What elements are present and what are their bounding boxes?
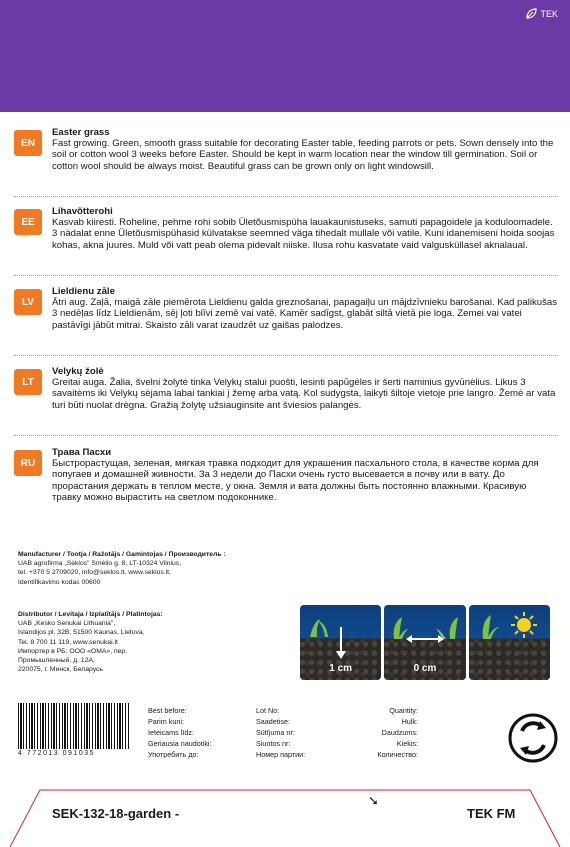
- section-title: Lihavõtterohi: [52, 206, 113, 217]
- field-label: Siuntos nr:: [256, 739, 291, 748]
- manufacturer-line: tel. +370 5 2709020, info@seklos.lt, www.seklos.lt,: [18, 569, 171, 577]
- sunlight-panel: [469, 605, 550, 680]
- section-lv: [14, 286, 558, 346]
- sowing-depth-panel: [300, 605, 381, 680]
- field-label: Kiekis:: [396, 739, 418, 748]
- barcode-digits: 4 772013 091035: [18, 750, 95, 757]
- manufacturer-block: [18, 550, 288, 587]
- distributor-line: Islandijos pl. 32B, 51500 Kaunas, Lietuva,: [18, 629, 145, 637]
- section-ee: [14, 206, 558, 266]
- distributor-line: UAB „Kesko Senukai Lithuania",: [18, 620, 116, 628]
- section-body: Ātri aug. Zaļā, maigā zāle piemērota Lieldienu galda greznošanai, papagaiļu un mājdzīvnieku barošanai. Kad palikušas 3 nedēļas līdz Lieldienām, sēj ļoti blīvi zemē vai vatē. Kamēr sadīgst, glabāt siltā vietā pie loga. Zemei vai vatei pastāvīgi jābūt mitrai. Skaisto zāli varat izaudzēt uz gaišas palodzes.: [52, 297, 558, 331]
- brand-name: TEK: [540, 9, 558, 19]
- distributor-line: Импортер в РБ: ООО «ОМА», пер.: [18, 647, 128, 655]
- distributor-block: [18, 610, 288, 674]
- manufacturer-line: Identifikavimo kodas 00600: [18, 578, 101, 586]
- field-label: Geriausia naudotiki:: [148, 739, 212, 748]
- field-label: Ieteicams līdz:: [148, 728, 194, 737]
- field-label: Количество:: [377, 750, 418, 759]
- job-code: SEK-132-18-garden -: [52, 806, 180, 821]
- section-en: [14, 127, 558, 187]
- lang-badge: RU: [14, 450, 42, 476]
- section-title: Velykų žolė: [52, 366, 104, 377]
- lang-badge: EE: [14, 209, 42, 235]
- section-text: [52, 447, 558, 503]
- spacing-panel: [384, 605, 465, 680]
- section-title: Трава Пасхи: [52, 447, 112, 458]
- lang-badge: LV: [14, 289, 42, 315]
- barcode-bars: [18, 703, 130, 749]
- field-label: Номер партии:: [256, 750, 306, 759]
- sowing-instructions: [300, 605, 550, 680]
- section-body: Greitai auga. Žalia, švelni žolytė tinka Velykų stalui puošti, lesinti papūgėles ir šerti naminius gyvūnėlius. Likus 3 savaitėms iki Velykų sėjama labai tankiai į žemę arba vatą. Kol sudygsta, laikyti šiltoje vietoje prie langro. Žemė ar vata turi būti nuolat drėgna. Gražią žolytę užsiauginsite ant šviesios palangės.: [52, 377, 556, 411]
- section-body: Быстрорастущая, зеленая, мягкая травка подходит для украшения пасхального стола, в качестве корма для попугаев и домашней живности. За 3 недели до Пасхи очень густо высевается в почву или в вату. До прорастания держать в теплом месте, у окна. Земля и вата должны быть постоянно влажными. Красивую травку можно вырастить на светлом подоконнике.: [52, 458, 539, 503]
- field-label: Daudzums:: [381, 728, 418, 737]
- quantity-fields: [342, 705, 418, 760]
- panel-label: 0 cm: [413, 663, 437, 674]
- printer-code: TEK FM: [467, 806, 516, 821]
- section-body: Kasvab kiiresti. Roheline, pehme rohi sobib Ületõusmispüha lauakaunistuseks, samuti papagoidele ja koduloomadele. 3 nädalat enne Ületõusmispühasid külvatakse seemned väga tihedalt mullale või vatile. Kuni idanemiseni hoida soojas kohas, akna juures. Muld või vatt peab olema pidevalt niiske. Ilusa rohu kasvatate vaid valgusküllasel aknalaual.: [52, 217, 555, 251]
- field-label: Употребить до:: [148, 750, 199, 759]
- field-label: Quantity:: [389, 706, 418, 715]
- sun-plant-icon: [469, 605, 550, 680]
- divider: [14, 435, 558, 436]
- section-ru: [14, 447, 558, 519]
- distributor-heading: Distributor / Levitaja / Izplatītājs / Platintojas:: [18, 611, 163, 618]
- distributor-line: 220075, г. Минск, Беларусь: [18, 666, 103, 674]
- manufacturer-line: UAB agrofirma „Sėklos" Smėlio g. 8, LT-10324 Vilnius,: [18, 560, 182, 568]
- divider: [14, 275, 558, 276]
- field-label: Parim kuni:: [148, 717, 184, 726]
- field-label: Best before:: [148, 706, 187, 715]
- lang-badge: LT: [14, 369, 42, 395]
- field-label: Saadetise:: [256, 717, 290, 726]
- cursor-arrow-icon: ➘: [368, 793, 379, 808]
- brand-logo: [525, 8, 558, 20]
- field-label: Hulk:: [401, 717, 418, 726]
- lang-badge: EN: [14, 130, 42, 156]
- section-body: Fast growing. Green, smooth grass suitable for decorating Easter table, feeding parrots or pets. Sown densely into the soil or cotton wool 3 weeks before Easter. Should be kept in warm location near the window till germination. Soil or cotton wool should be always moist. Beautiful grass can be grown only on light windowsill.: [52, 138, 554, 172]
- section-text: [52, 206, 558, 251]
- distributor-line: Промышленный, д. 12А,: [18, 657, 95, 665]
- recycle-icon: [508, 713, 558, 763]
- section-text: [52, 286, 558, 331]
- panel-label: 1 cm: [329, 663, 353, 674]
- section-title: Easter grass: [52, 127, 110, 138]
- section-text: [52, 127, 558, 172]
- divider: [14, 196, 558, 197]
- section-title: Lieldienu zāle: [52, 286, 115, 297]
- section-lt: [14, 366, 558, 426]
- field-label: Sūtījuma nr:: [256, 728, 295, 737]
- field-label: Lot No:: [256, 706, 280, 715]
- leaf-icon: [525, 8, 537, 20]
- distributor-line: Tel. 8 700 11 119, www.senukai.lt: [18, 638, 118, 646]
- best-before-fields: [148, 705, 212, 760]
- footer: [0, 780, 570, 847]
- divider: [14, 355, 558, 356]
- section-text: [52, 366, 558, 411]
- lot-fields: [256, 705, 305, 760]
- barcode: [18, 703, 130, 759]
- manufacturer-heading: Manufacturer / Tootja / Ražotājs / Gamintojas / Производитель :: [18, 551, 226, 558]
- header-band: [0, 0, 570, 112]
